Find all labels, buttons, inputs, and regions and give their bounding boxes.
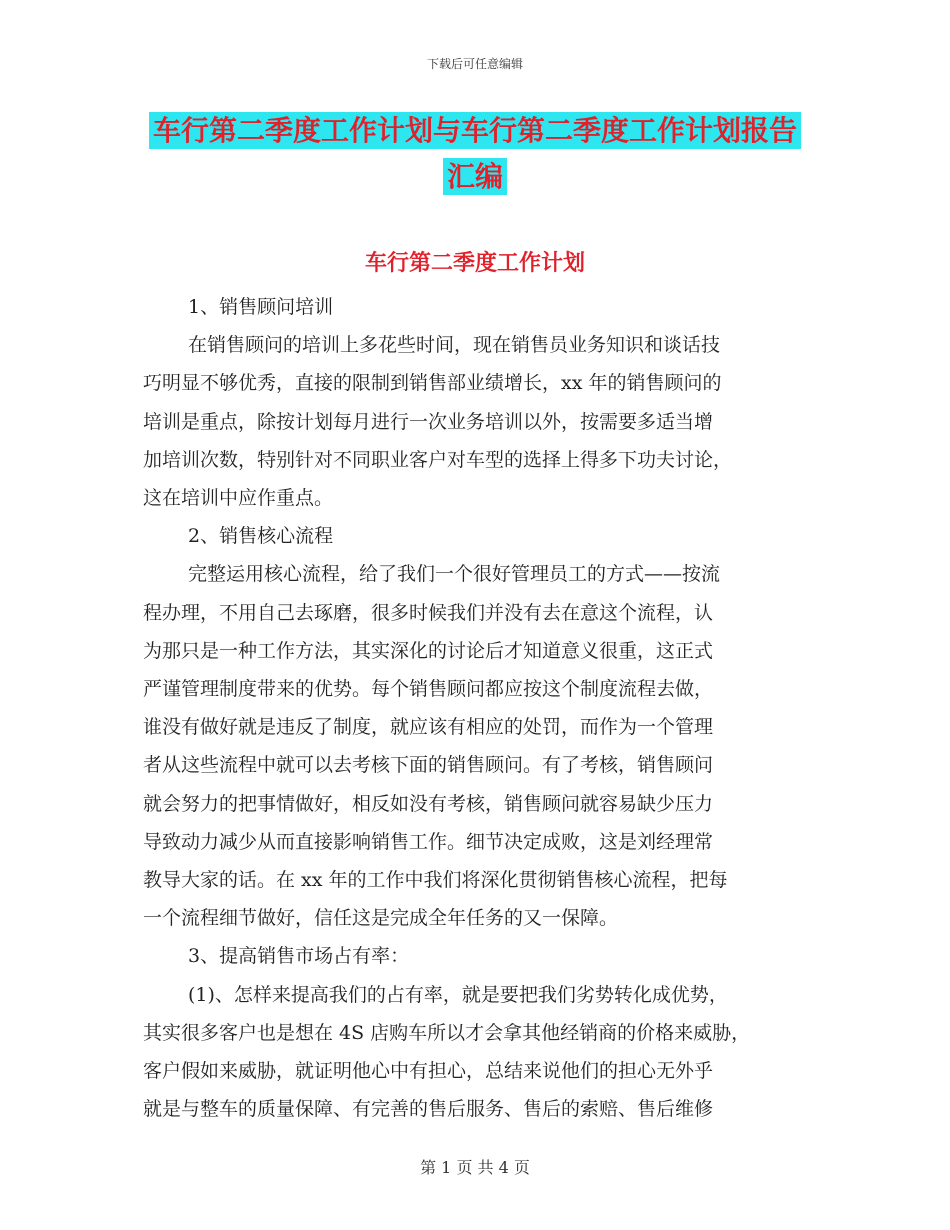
- paragraph-line: 程办理，不用自己去琢磨，很多时候我们并没有去在意这个流程，认: [143, 601, 714, 624]
- paragraph-line: 在销售顾问的培训上多花些时间，现在销售员业务知识和谈话技: [188, 334, 721, 357]
- paragraph-line: 严谨管理制度带来的优势。每个销售顾问都应按这个制度流程去做，: [143, 678, 714, 701]
- header-note: 下载后可任意编辑: [426, 57, 523, 71]
- heading-sales-process: 2、销售核心流程: [188, 525, 334, 548]
- paragraph-line: 这在培训中应作重点。: [143, 487, 334, 510]
- title-line-2: 汇编: [443, 158, 507, 195]
- paragraph-line: 就会努力的把事情做好，相反如没有考核，销售顾问就容易缺少压力: [143, 792, 714, 815]
- paragraph-line: 完整运用核心流程，给了我们一个很好管理员工的方式——按流: [188, 563, 721, 586]
- body-text: [143, 288, 815, 1128]
- paragraph-line: 者从这些流程中就可以去考核下面的销售顾问。有了考核，销售顾问: [143, 754, 714, 777]
- paragraph-line: 一个流程细节做好，信任这是完成全年任务的又一保障。: [143, 907, 619, 930]
- paragraph-line: 客户假如来威胁，就证明他心中有担心，总结来说他们的担心无外乎: [143, 1060, 714, 1083]
- paragraph-line: 教导大家的话。在 xx 年的工作中我们将深化贯彻销售核心流程，把每: [143, 869, 728, 892]
- paragraph-line: 其实很多客户也是想在 4S 店购车所以才会拿其他经销商的价格来威胁，: [143, 1021, 751, 1044]
- page-number-footer: 第 1 页 共 4 页: [420, 1158, 530, 1177]
- paragraph-line: 培训是重点，除按计划每月进行一次业务培训以外，按需要多适当增: [143, 410, 714, 433]
- paragraph-line: 谁没有做好就是违反了制度，就应该有相应的处罚，而作为一个管理: [143, 716, 714, 739]
- section-title: 车行第二季度工作计划: [364, 250, 585, 276]
- paragraph-line: 就是与整车的质量保障、有完善的售后服务、售后的索赔、售后维修: [143, 1098, 714, 1121]
- heading-market-share: 3、提高销售市场占有率：: [188, 945, 410, 968]
- paragraph-line: 导致动力减少从而直接影响销售工作。细节决定成败，这是刘经理常: [143, 830, 714, 853]
- heading-sales-training: 1、销售顾问培训: [188, 296, 334, 318]
- title-line-1: 车行第二季度工作计划与车行第二季度工作计划报告: [149, 112, 801, 149]
- paragraph-line: 巧明显不够优秀，直接的限制到销售部业绩增长，xx 年的销售顾问的: [143, 372, 722, 395]
- paragraph-line: 为那只是一种工作方法，其实深化的讨论后才知道意义很重，这正式: [143, 639, 714, 662]
- paragraph-line: (1)、怎样来提高我们的占有率，就是要把我们劣势转化成优势，: [188, 983, 728, 1006]
- paragraph-line: 加培训次数，特别针对不同职业客户对车型的选择上得多下功夫讨论，: [143, 448, 733, 471]
- document-title: [140, 108, 810, 200]
